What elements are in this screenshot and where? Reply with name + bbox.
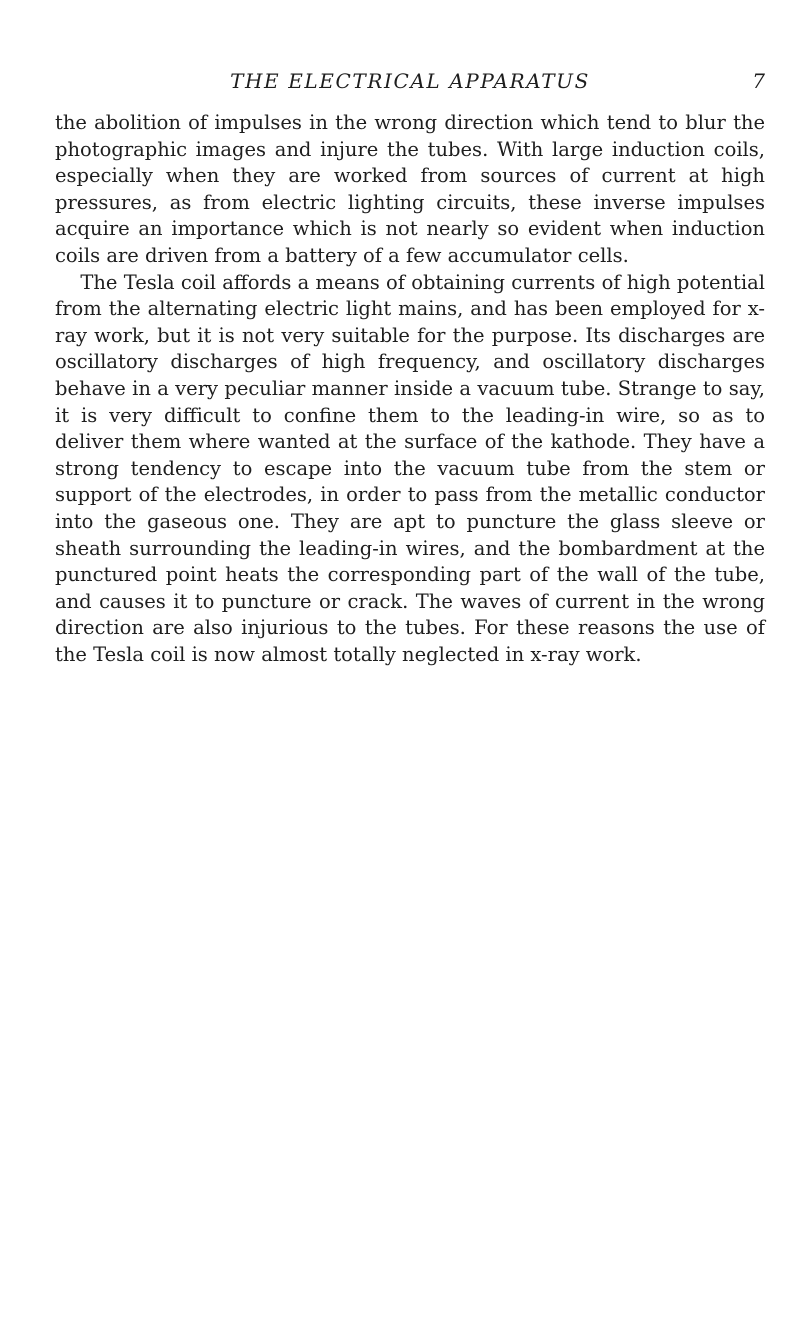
paragraph-continuation: the abolition of impulses in the wrong direction which tend to blur the photographic images and injure the tubes. With large induction coils, especially when they are worked from sources of current at high pressures, as from electric lighting circuits, these inverse impulses acquire an importance which is not nearly so evident when induction coils are driven from a battery of a few accumulator cells. — [55, 111, 765, 267]
page-number: 7 — [752, 69, 765, 93]
paragraph-tesla-coil: The Tesla coil affords a means of obtaining currents of high potential from the alternating electric light mains, and has been employed for x-ray work, but it is not very suitable for the purpose. Its discharges are oscillatory discharges of high frequency, and oscillatory discharges behave in a very peculiar manner inside a vacuum tube. Strange to say, it is very difficult to confine them to the leading-in wire, so as to deliver them where wanted at the surface of the kathode. They have a strong tendency to escape into the vacuum tube from the stem or support of the electrodes, in order to pass from the metallic conductor into the gaseous one. They are apt to puncture the glass sleeve or sheath surrounding the leading-in wires, and the bombardment at the punctured point heats the corresponding part of the wall of the tube, and causes it to puncture or crack. The waves of current in the wrong direction are also injurious to the tubes. For these reasons the use of the Tesla coil is now almost totally neglected in x-ray work. — [55, 270, 765, 666]
running-title: THE ELECTRICAL APPARATUS — [230, 69, 590, 93]
running-head — [55, 66, 765, 96]
body-text — [55, 110, 765, 668]
